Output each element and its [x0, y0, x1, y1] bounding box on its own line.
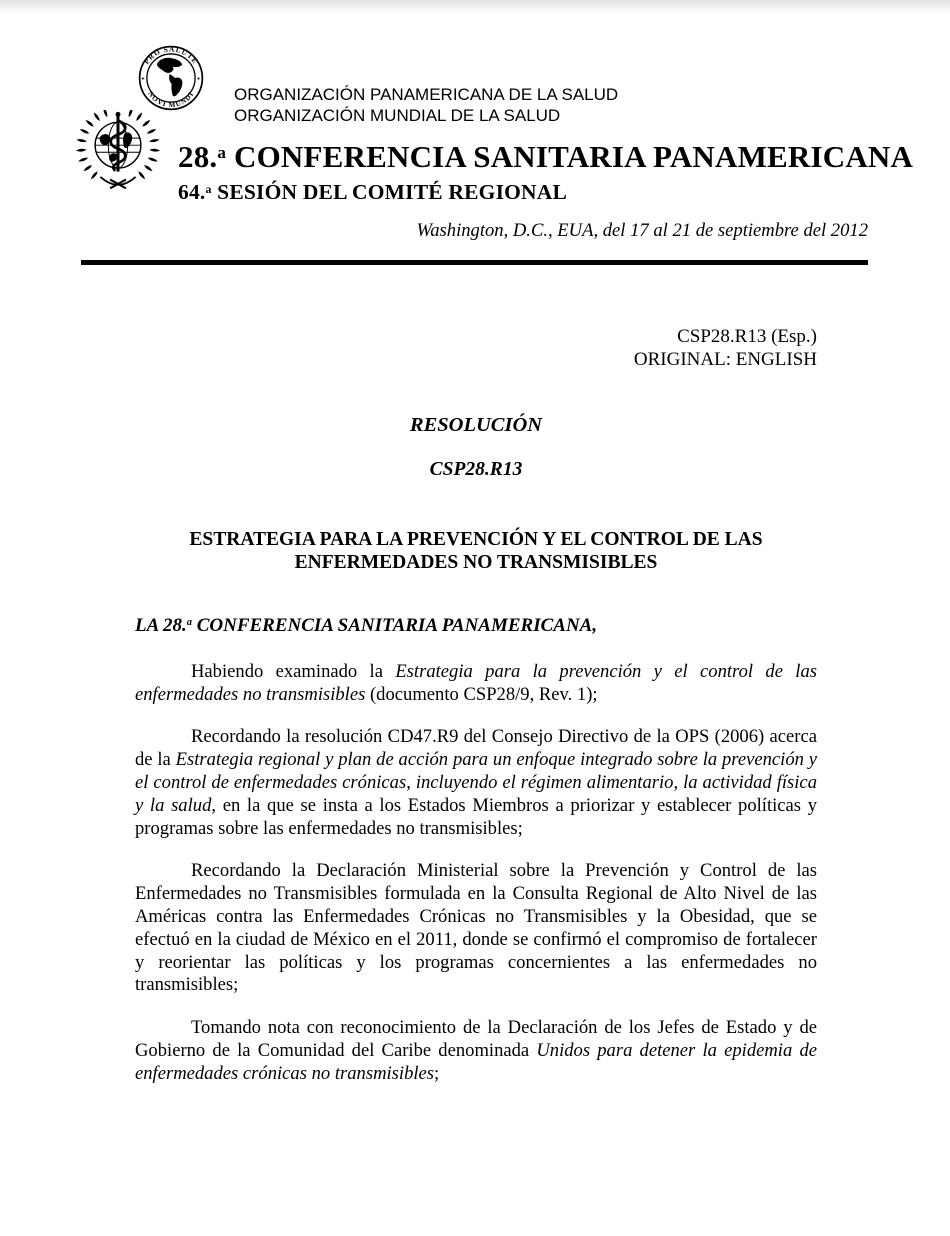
paho-seal-icon — [138, 45, 204, 111]
text-run: (documento CSP28/9, Rev. 1); — [365, 683, 598, 705]
italic-run: Estrategia regional y plan de acción para un enfoque integrado sobre la prevención y el control de enfermedades crónicas, incluyendo el régimen alimentario, la actividad física y la salud — [135, 749, 818, 816]
italic-run: Estrategia para la prevención y el control de las enfermedades no transmisibles — [135, 660, 817, 705]
session-title — [178, 180, 913, 207]
conference-heading — [178, 139, 913, 207]
conference-number: 28. — [178, 139, 218, 174]
conference-ordinal: a — [217, 142, 227, 162]
seal-right-star: ✶ — [196, 76, 201, 83]
document-reference-block — [135, 326, 817, 371]
paragraph — [135, 860, 817, 997]
paragraph — [135, 661, 817, 707]
who-emblem-icon — [72, 110, 164, 198]
text-run: Habiendo examinado la — [191, 660, 396, 682]
text-run: Tomando nota con reconocimiento de la Declaración de los Jefes de Estado y de Gobierno de la Comunidad del Caribe denominada — [135, 1017, 817, 1061]
session-number: 64. — [178, 180, 206, 204]
document-title-line2: ENFERMEDADES NO TRANSMISIBLES — [294, 552, 658, 573]
paragraph — [135, 1017, 817, 1085]
opening-post: CONFERENCIA SANITARIA PANAMERICANA, — [191, 615, 598, 636]
document-title-line1: ESTRATEGIA PARA LA PREVENCIÓN Y EL CONTROL DE LAS — [189, 529, 763, 550]
opening-line — [135, 615, 817, 641]
text-run: , en la que se insta a los Estados Miembros a priorizar y establecer políticas y programas sobre las enfermedades no transmisibles; — [135, 794, 818, 839]
body-paragraphs — [135, 661, 817, 1086]
text-run: Recordando la Declaración Ministerial sobre la Prevención y Control de las Enfermedades no Transmisibles formulada en la Consulta Regional de Alto Nivel de las Américas contra las Enfermedades Crónicas no Transmisibles y la Obesidad, que se efectuó en la ciudad de México en el 2011, donde se confirmó el compromiso de fortalecer y reorientar las políticas y los programas concernientes a las enfermedades no transmisibles; — [135, 860, 817, 996]
paho-seal-logo — [138, 45, 204, 111]
doc-original-language: ORIGINAL: ENGLISH — [633, 348, 817, 370]
rod-of-asclepius-icon — [111, 112, 126, 172]
resolution-body — [135, 615, 817, 1086]
seal-top-text: PRO SALUTE — [142, 45, 200, 66]
paragraph — [135, 726, 817, 840]
session-ordinal: a — [205, 181, 212, 196]
who-emblem-logo — [72, 110, 164, 198]
page-top-shadow — [0, 0, 950, 14]
opening-ordinal: a — [186, 617, 192, 629]
resolution-number: CSP28.R13 — [429, 459, 523, 480]
conference-title-text: CONFERENCIA SANITARIA PANAMERICANA — [226, 139, 914, 174]
seal-left-star: ✶ — [140, 76, 146, 83]
org-line2: ORGANIZACIÓN MUNDIAL DE LA SALUD — [234, 106, 561, 125]
session-title-text: SESIÓN DEL COMITÉ REGIONAL — [211, 180, 568, 204]
dateline: Washington, D.C., EUA, del 17 al 21 de septiembre del 2012 — [416, 220, 868, 241]
org-line1: ORGANIZACIÓN PANAMERICANA DE LA SALUD — [234, 85, 619, 104]
doc-reference: CSP28.R13 (Esp.) — [677, 326, 817, 347]
resolution-heading: RESOLUCIÓN — [409, 414, 543, 436]
header-rule — [81, 260, 868, 265]
text-run: ; — [434, 1062, 440, 1084]
opening-pre: LA 28. — [135, 615, 187, 636]
document-title — [135, 528, 817, 574]
organization-names — [234, 84, 618, 126]
italic-run: Unidos para detener la epidemia de enfermedades crónicas no transmisibles — [135, 1039, 817, 1084]
seal-bottom-text: NOVI MUNDI — [146, 90, 196, 110]
text-run: Recordando la resolución CD47.R9 del Consejo Directivo de la OPS (2006) acerca de la — [135, 726, 817, 771]
conference-title — [178, 139, 913, 180]
